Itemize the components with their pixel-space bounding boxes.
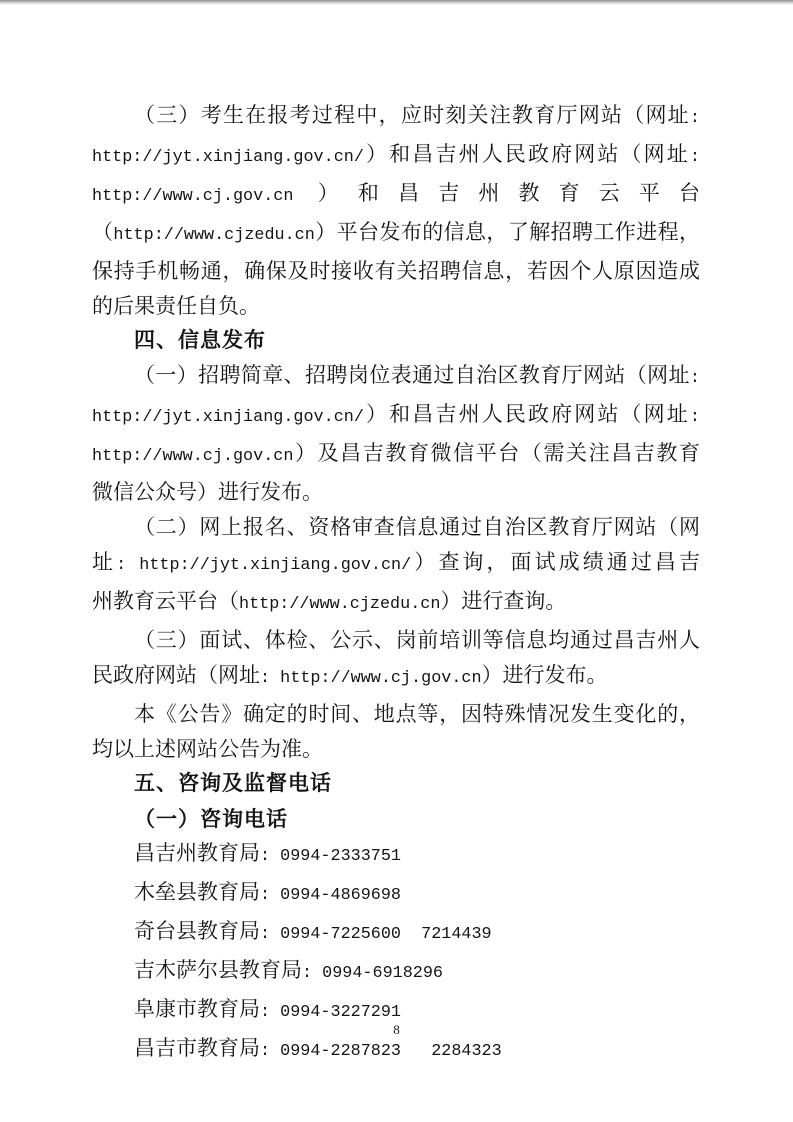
text-line: http://jyt.xinjiang.gov.cn/）和昌吉州人民政府网站（网址: — [92, 402, 700, 428]
text-line: 民政府网站（网址: http://www.cj.gov.cn）进行发布。 — [92, 662, 608, 688]
phone-line: 昌吉州教育局: 0994-2333751 — [134, 841, 401, 867]
text-line: 均以上述网站公告为准。 — [92, 736, 323, 761]
latin-text: http://jyt.xinjiang.gov.cn/ — [92, 147, 364, 167]
latin-text: http://www.cj.gov.cn — [92, 447, 294, 467]
latin-text: : 0994-3227291 — [260, 1003, 401, 1023]
latin-text: http://www.cj.gov.cn — [92, 186, 294, 206]
phone-line: 木垒县教育局: 0994-4869698 — [134, 880, 401, 906]
page-number: 8 — [393, 1022, 400, 1037]
latin-text: : 0994-6918296 — [302, 964, 443, 984]
latin-text: : — [689, 408, 700, 428]
phone-line: 昌吉市教育局: 0994-2287823 2284323 — [134, 1036, 502, 1062]
latin-text: http://jyt.xinjiang.gov.cn/ — [92, 408, 364, 428]
text-line: 州教育云平台（http://www.cjzedu.cn）进行查询。 — [92, 588, 567, 614]
latin-text: : http://jyt.xinjiang.gov.cn/ — [116, 556, 412, 576]
text-line: 保持手机畅通，确保及时接收有关招聘信息，若因个人原因造成 — [92, 258, 700, 283]
latin-text: http://www.cjzedu.cn — [113, 225, 315, 245]
text-line: 的后果责任自负。 — [92, 293, 260, 318]
text-line: 微信公众号）进行发布。 — [92, 480, 323, 505]
latin-text: http://www.cjzedu.cn — [239, 594, 441, 614]
text-line: 址: http://jyt.xinjiang.gov.cn/）查询，面试成绩通过昌吉 — [92, 550, 701, 576]
text-line: 本《公告》确定的时间、地点等，因特殊情况发生变化的， — [134, 701, 700, 726]
latin-text: : — [689, 369, 700, 389]
latin-text: : 0994-7225600 7214439 — [260, 925, 492, 945]
latin-text: : 0994-4869698 — [260, 886, 401, 906]
latin-text: : — [689, 147, 700, 167]
text-line: http://www.cj.gov.cn）及昌吉教育微信平台（需关注昌吉教育 — [92, 441, 700, 467]
phone-line: 阜康市教育局: 0994-3227291 — [134, 997, 401, 1023]
latin-text: : 0994-2287823 2284323 — [260, 1042, 502, 1062]
latin-text: : — [689, 109, 700, 128]
document-body — [92, 98, 700, 1070]
text-line: （二）网上报名、资格审查信息通过自治区教育厅网站（网 — [134, 515, 700, 540]
section-heading: 四、信息发布 — [134, 328, 266, 352]
section-heading: 五、咨询及监督电话 — [134, 771, 332, 795]
subsection-heading: （一）咨询电话 — [134, 806, 288, 831]
text-line: http://jyt.xinjiang.gov.cn/）和昌吉州人民政府网站（网址: — [92, 141, 700, 167]
text-line: （三）面试、体检、公示、岗前培训等信息均通过昌吉州人 — [134, 627, 700, 652]
text-line: （三）考生在报考过程中，应时刻关注教育厅网站（网址: — [134, 103, 700, 128]
scan-edge-artifact — [0, 0, 793, 5]
latin-text: : 0994-2333751 — [260, 847, 401, 867]
text-line: （一）招聘简章、招聘岗位表通过自治区教育厅网站（网址: — [134, 363, 700, 389]
phone-line: 吉木萨尔县教育局: 0994-6918296 — [134, 958, 443, 984]
text-line: http://www.cj.gov.cn ）和昌吉州教育云平台 — [92, 180, 700, 206]
latin-text: : http://www.cj.gov.cn — [260, 668, 482, 688]
phone-line: 奇台县教育局: 0994-7225600 7214439 — [134, 919, 492, 945]
text-line: （http://www.cjzedu.cn）平台发布的信息，了解招聘工作进程， — [92, 219, 701, 245]
